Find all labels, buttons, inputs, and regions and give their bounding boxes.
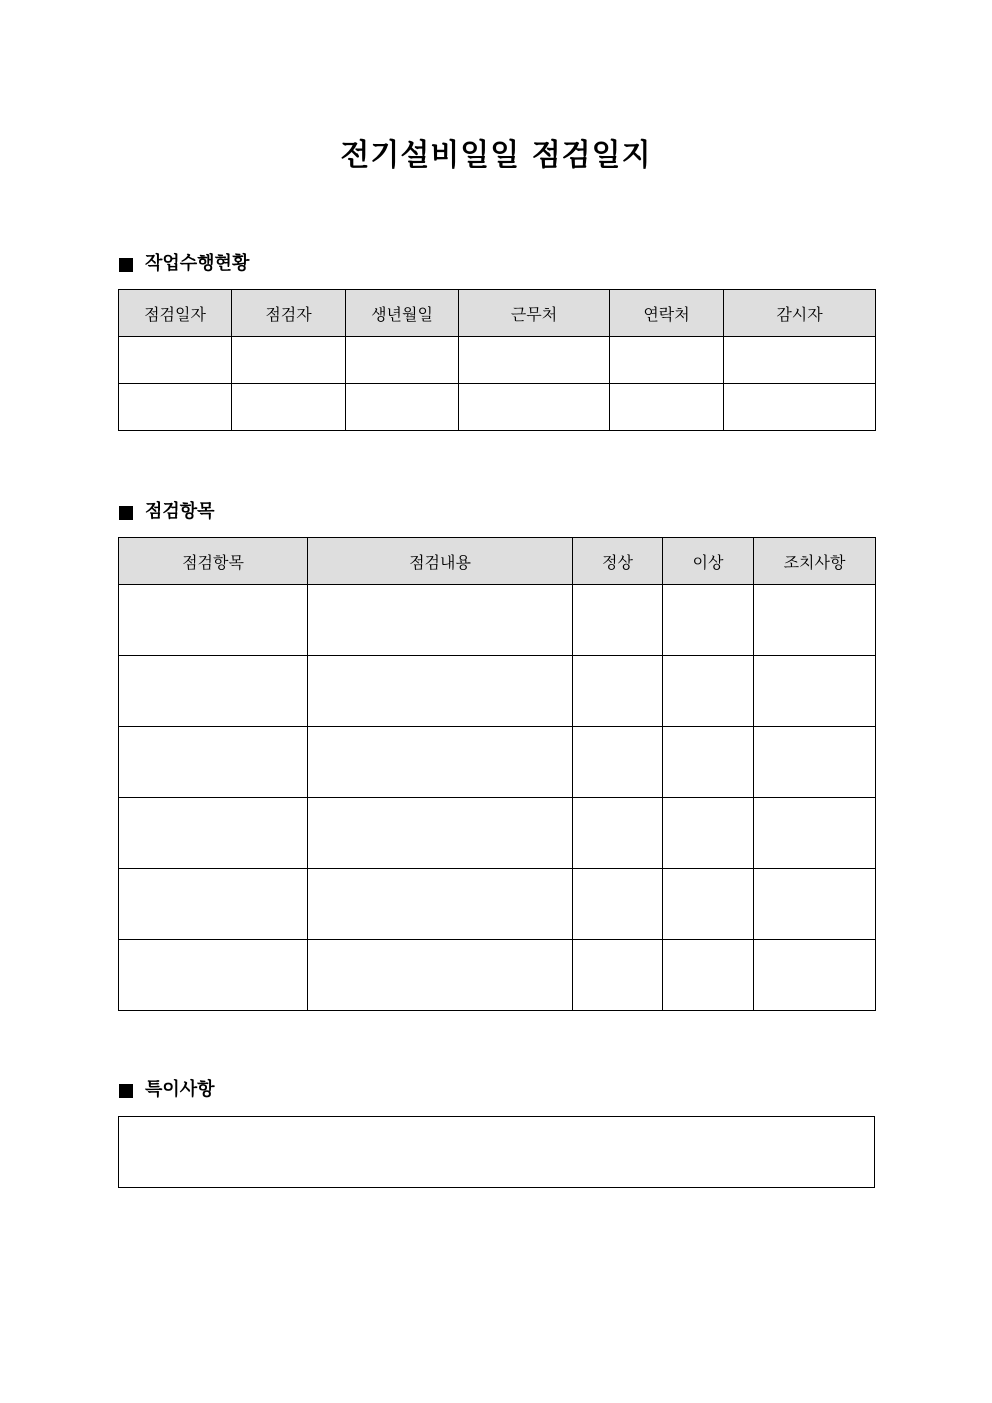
remarks-heading-label: 특이사항	[145, 1079, 215, 1100]
table-cell[interactable]	[573, 940, 663, 1011]
table-cell[interactable]	[119, 798, 308, 869]
table-cell[interactable]	[346, 337, 459, 384]
table-cell[interactable]	[232, 337, 346, 384]
square-bullet-icon	[119, 506, 133, 520]
table-cell[interactable]	[663, 656, 754, 727]
table-cell[interactable]	[119, 384, 232, 431]
table-cell[interactable]	[308, 798, 573, 869]
inspection-items-heading	[119, 499, 215, 525]
column-header-birth-date: 생년월일	[346, 290, 459, 337]
table-cell[interactable]	[119, 585, 308, 656]
column-header-inspector: 점검자	[232, 290, 346, 337]
table-cell[interactable]	[573, 798, 663, 869]
table-cell[interactable]	[663, 869, 754, 940]
remarks-box[interactable]	[118, 1116, 875, 1188]
column-header-supervisor: 감시자	[724, 290, 876, 337]
table-cell[interactable]	[573, 656, 663, 727]
table-cell[interactable]	[663, 585, 754, 656]
table-cell[interactable]	[232, 384, 346, 431]
table-cell[interactable]	[610, 337, 724, 384]
table-cell[interactable]	[308, 940, 573, 1011]
table-cell[interactable]	[573, 727, 663, 798]
table-cell[interactable]	[459, 337, 610, 384]
table-cell[interactable]	[119, 656, 308, 727]
table-cell[interactable]	[754, 656, 876, 727]
column-header-inspection-date: 점검일자	[119, 290, 232, 337]
column-header-content: 점검내용	[308, 538, 573, 585]
table-cell[interactable]	[459, 384, 610, 431]
table-row	[119, 940, 876, 1011]
table-row	[119, 384, 876, 431]
table-header-row	[119, 290, 876, 337]
table-cell[interactable]	[754, 869, 876, 940]
table-cell[interactable]	[119, 727, 308, 798]
work-status-table	[118, 289, 876, 431]
work-status-heading-label: 작업수행현황	[145, 253, 250, 274]
square-bullet-icon	[119, 258, 133, 272]
table-cell[interactable]	[308, 869, 573, 940]
table-cell[interactable]	[663, 940, 754, 1011]
remarks-heading	[119, 1077, 215, 1103]
table-cell[interactable]	[308, 727, 573, 798]
column-header-item: 점검항목	[119, 538, 308, 585]
table-cell[interactable]	[308, 656, 573, 727]
table-header-row	[119, 538, 876, 585]
table-row	[119, 656, 876, 727]
table-cell[interactable]	[573, 585, 663, 656]
inspection-items-table	[118, 537, 876, 1011]
column-header-normal: 정상	[573, 538, 663, 585]
table-cell[interactable]	[610, 384, 724, 431]
table-cell[interactable]	[308, 585, 573, 656]
table-cell[interactable]	[754, 940, 876, 1011]
table-row	[119, 585, 876, 656]
work-status-heading	[119, 251, 249, 277]
table-row	[119, 337, 876, 384]
table-cell[interactable]	[119, 940, 308, 1011]
table-row	[119, 727, 876, 798]
square-bullet-icon	[119, 1084, 133, 1098]
column-header-abnormal: 이상	[663, 538, 754, 585]
table-cell[interactable]	[663, 798, 754, 869]
table-cell[interactable]	[119, 337, 232, 384]
column-header-workplace: 근무처	[459, 290, 610, 337]
table-row	[119, 869, 876, 940]
table-cell[interactable]	[754, 727, 876, 798]
table-cell[interactable]	[119, 869, 308, 940]
inspection-items-heading-label: 점검항목	[145, 501, 215, 522]
table-cell[interactable]	[754, 798, 876, 869]
column-header-contact: 연락처	[610, 290, 724, 337]
table-cell[interactable]	[573, 869, 663, 940]
document-title: 전기설비일일 점검일지	[340, 138, 652, 173]
table-cell[interactable]	[346, 384, 459, 431]
table-cell[interactable]	[724, 337, 876, 384]
table-cell[interactable]	[754, 585, 876, 656]
table-cell[interactable]	[724, 384, 876, 431]
table-cell[interactable]	[663, 727, 754, 798]
column-header-action: 조치사항	[754, 538, 876, 585]
table-row	[119, 798, 876, 869]
